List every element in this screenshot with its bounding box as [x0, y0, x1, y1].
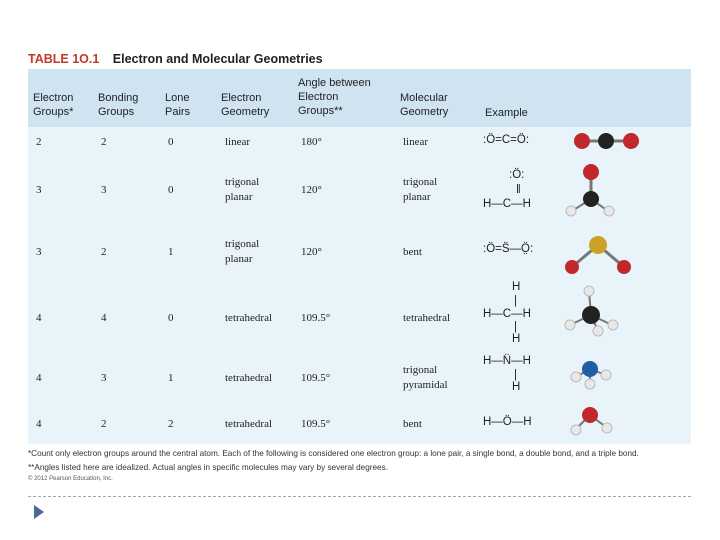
cell-electron-groups: 4 — [36, 312, 42, 324]
nh3-model-icon — [568, 355, 624, 401]
formula-ch4-bottom-h: H — [512, 333, 521, 345]
cell-electron-groups: 3 — [36, 184, 42, 196]
cell-bonding-groups: 3 — [101, 184, 107, 196]
ch4-model-icon — [558, 283, 628, 345]
header-electron-groups: Electron Groups* — [33, 92, 74, 118]
cell-molecular-geometry: bent — [403, 246, 422, 258]
formula-h2o: H—Ö—H — [483, 416, 532, 428]
formula-nh3-h: H — [512, 381, 521, 393]
cell-bonding-groups: 2 — [101, 418, 107, 430]
table-row — [28, 411, 691, 444]
cell-angle: 180° — [301, 136, 322, 148]
cell-bonding-groups: 2 — [101, 136, 107, 148]
cell-angle: 109.5° — [301, 312, 331, 324]
header-electron-geometry: Electron Geometry — [221, 92, 270, 118]
h2co-model-icon — [558, 159, 618, 229]
footnote-electron-groups: *Count only electron groups around the central atom. Each of the following is considered one electron group: a lone pair, a single bond, a double bond, and a triple bond. — [28, 449, 639, 458]
table-number: TABLE 1O.1 — [28, 52, 100, 66]
formula-ch4-bottom-bond: | — [514, 321, 517, 333]
cell-lone-pairs: 1 — [168, 246, 174, 258]
cell-bonding-groups: 4 — [101, 312, 107, 324]
cell-angle: 109.5° — [301, 372, 331, 384]
cell-lone-pairs: 0 — [168, 184, 174, 196]
table-row — [28, 281, 691, 359]
footnote-angles: **Angles listed here are idealized. Actual angles in specific molecules may vary by several degrees. — [28, 463, 388, 472]
header-lone-pairs: Lone Pairs — [165, 92, 191, 118]
cell-molecular-geometry: tetrahedral — [403, 312, 451, 324]
table-caption: Electron and Molecular Geometries — [112, 52, 323, 66]
formula-h2co-chain: H—C—H — [483, 198, 531, 210]
formula-ch4-top-bond: | — [514, 295, 517, 307]
table-header — [28, 69, 691, 127]
formula-so2: :Ö=S̈—Ö̤: — [483, 243, 534, 255]
formula-ch4-chain: H—C—H — [483, 308, 531, 320]
formula-ch4-top-h: H — [512, 281, 521, 293]
cell-electron-groups: 4 — [36, 372, 42, 384]
formula-h2co-bond: ‖ — [516, 184, 521, 196]
cell-molecular-geometry: bent — [403, 418, 422, 430]
header-bonding-groups: Bonding Groups — [98, 92, 139, 118]
cell-angle: 120° — [301, 184, 322, 196]
cell-electron-geometry: tetrahedral — [225, 418, 273, 430]
cell-molecular-geometry: trigonal pyramidal — [403, 364, 448, 391]
copyright: © 2012 Pearson Education, Inc. — [28, 476, 113, 482]
formula-nh3-bond: | — [514, 369, 517, 381]
header-angle: Angle between Electron Groups** — [298, 77, 371, 117]
formula-h2co-o: :Ö: — [509, 169, 525, 181]
formula-nh3-chain: H—N̈—H — [483, 355, 531, 367]
cell-electron-geometry: linear — [225, 136, 251, 148]
cell-electron-geometry: trigonal planar — [225, 176, 260, 203]
cell-electron-geometry: trigonal planar — [225, 238, 260, 265]
cell-angle: 109.5° — [301, 418, 331, 430]
cell-bonding-groups: 2 — [101, 246, 107, 258]
cell-electron-geometry: tetrahedral — [225, 312, 273, 324]
cell-lone-pairs: 2 — [168, 418, 174, 430]
cell-molecular-geometry: linear — [403, 136, 429, 148]
so2-model-icon — [558, 231, 638, 281]
cell-lone-pairs: 0 — [168, 312, 174, 324]
cell-electron-geometry: tetrahedral — [225, 372, 273, 384]
table-title — [28, 52, 323, 66]
header-example: Example — [485, 107, 528, 119]
geometry-table — [28, 69, 691, 444]
cell-electron-groups: 4 — [36, 418, 42, 430]
cell-bonding-groups: 3 — [101, 372, 107, 384]
cell-electron-groups: 2 — [36, 136, 42, 148]
cell-lone-pairs: 0 — [168, 136, 174, 148]
co2-model-icon — [568, 127, 648, 157]
table-row — [28, 171, 691, 233]
cell-molecular-geometry: trigonal planar — [403, 176, 438, 203]
h2o-model-icon — [566, 403, 622, 443]
cell-angle: 120° — [301, 246, 322, 258]
slide-bullet-icon — [33, 504, 45, 520]
cell-electron-groups: 3 — [36, 246, 42, 258]
cell-lone-pairs: 1 — [168, 372, 174, 384]
header-molecular-geometry: Molecular Geometry — [400, 92, 449, 118]
formula-co2: :Ö=C=Ö: — [483, 134, 530, 146]
divider — [28, 496, 691, 497]
